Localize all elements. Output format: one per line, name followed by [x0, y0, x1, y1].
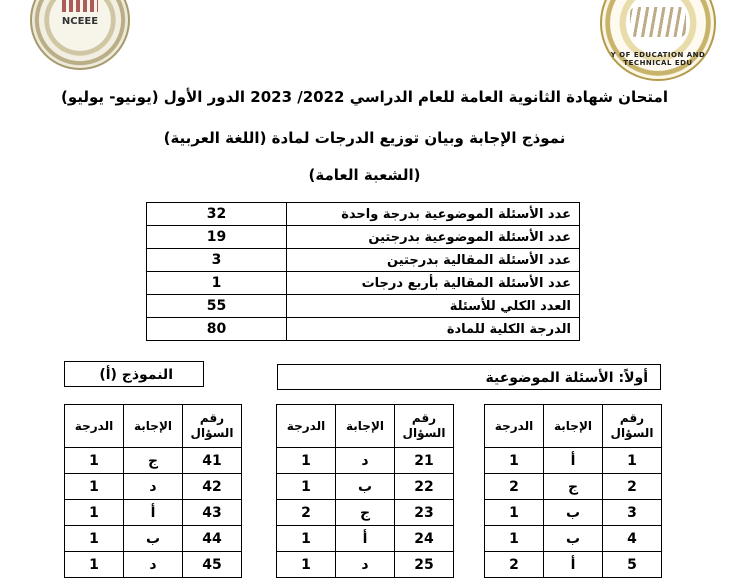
answer-model-title: نموذج الإجابة وبيان توزيع الدرجات لمادة (اللغة العربية): [163, 129, 566, 147]
grade-cell: 1: [65, 526, 124, 552]
question-number: 1: [603, 448, 662, 474]
table-row: [277, 500, 454, 526]
model-label: النموذج (أ): [64, 361, 204, 387]
answer-cell: ج: [544, 474, 603, 500]
summary-value: 80: [147, 318, 287, 341]
question-number: 25: [395, 552, 454, 578]
ministry-logo: [600, 0, 716, 81]
summary-label: العدد الكلي للأسئلة: [287, 295, 580, 318]
summary-label: عدد الأسئلة الموضوعية بدرجتين: [287, 226, 580, 249]
summary-label: عدد الأسئلة المقالية بأربع درجات: [287, 272, 580, 295]
grade-cell: 1: [485, 526, 544, 552]
nceee-logo: [30, 0, 130, 70]
header-answer: الإجابة: [336, 405, 395, 448]
grade-cell: 1: [65, 500, 124, 526]
grade-cell: 1: [65, 474, 124, 500]
answer-cell: د: [336, 448, 395, 474]
table-row: [485, 526, 662, 552]
question-number: 22: [395, 474, 454, 500]
answer-cell: أ: [336, 526, 395, 552]
question-number: 5: [603, 552, 662, 578]
question-number: 24: [395, 526, 454, 552]
summary-value: 32: [147, 203, 287, 226]
question-count-table: [146, 202, 580, 341]
summary-row: [147, 295, 580, 318]
question-number: 42: [183, 474, 242, 500]
question-number: 43: [183, 500, 242, 526]
answer-cell: ب: [124, 526, 183, 552]
section-title: أولاً: الأسئلة الموضوعية: [277, 364, 661, 390]
summary-label: عدد الأسئلة المقالية بدرجتين: [287, 249, 580, 272]
answer-cell: د: [124, 474, 183, 500]
answer-cell: أ: [124, 500, 183, 526]
table-row: [277, 552, 454, 578]
answer-cell: ب: [544, 526, 603, 552]
summary-row: [147, 203, 580, 226]
answer-table-1: [484, 404, 662, 578]
grade-cell: 1: [277, 448, 336, 474]
grade-cell: 1: [65, 552, 124, 578]
table-row: [65, 474, 242, 500]
summary-value: 19: [147, 226, 287, 249]
question-number: 23: [395, 500, 454, 526]
ministry-emblem-icon: [630, 7, 686, 37]
summary-label: عدد الأسئلة الموضوعية بدرجة واحدة: [287, 203, 580, 226]
answer-cell: أ: [544, 448, 603, 474]
branch-title: (الشعبة العامة): [308, 166, 421, 184]
table-row: [485, 500, 662, 526]
question-number: 21: [395, 448, 454, 474]
header-question-number: رقم السؤال: [395, 405, 454, 448]
table-row: [485, 552, 662, 578]
header-question-number: رقم السؤال: [603, 405, 662, 448]
question-number: 2: [603, 474, 662, 500]
summary-value: 1: [147, 272, 287, 295]
table-row: [485, 474, 662, 500]
answer-table-3: [64, 404, 242, 578]
answer-cell: أ: [544, 552, 603, 578]
table-row: [277, 474, 454, 500]
header-grade: الدرجة: [277, 405, 336, 448]
grade-cell: 1: [277, 474, 336, 500]
table-row: [65, 500, 242, 526]
summary-label: الدرجة الكلية للمادة: [287, 318, 580, 341]
grade-cell: 1: [277, 552, 336, 578]
question-number: 44: [183, 526, 242, 552]
summary-row: [147, 226, 580, 249]
question-number: 3: [603, 500, 662, 526]
summary-row: [147, 318, 580, 341]
answer-cell: ب: [336, 474, 395, 500]
table-row: [485, 448, 662, 474]
summary-value: 3: [147, 249, 287, 272]
answer-cell: د: [124, 552, 183, 578]
question-number: 41: [183, 448, 242, 474]
question-number: 4: [603, 526, 662, 552]
answer-cell: ج: [336, 500, 395, 526]
summary-row: [147, 249, 580, 272]
logo-right-text: Y OF EDUCATION AND TECHNICAL EDU: [610, 51, 706, 67]
grade-cell: 1: [485, 448, 544, 474]
answer-table-2: [276, 404, 454, 578]
grade-cell: 1: [277, 526, 336, 552]
grade-cell: 1: [485, 500, 544, 526]
exam-title: امتحان شهادة الثانوية العامة للعام الدراسي 2022/ 2023 الدور الأول (يونيو- يوليو): [61, 88, 668, 106]
header-answer: الإجابة: [544, 405, 603, 448]
grade-cell: 2: [485, 474, 544, 500]
answer-cell: د: [336, 552, 395, 578]
header-answer: الإجابة: [124, 405, 183, 448]
logo-emblem-icon: [62, 0, 98, 12]
table-row: [277, 448, 454, 474]
summary-row: [147, 272, 580, 295]
summary-value: 55: [147, 295, 287, 318]
table-row: [65, 552, 242, 578]
table-row: [65, 448, 242, 474]
logo-left-text: NCEEE: [61, 16, 99, 27]
table-row: [65, 526, 242, 552]
header-grade: الدرجة: [65, 405, 124, 448]
question-number: 45: [183, 552, 242, 578]
grade-cell: 2: [485, 552, 544, 578]
header-grade: الدرجة: [485, 405, 544, 448]
grade-cell: 2: [277, 500, 336, 526]
grade-cell: 1: [65, 448, 124, 474]
answer-cell: ج: [124, 448, 183, 474]
header-question-number: رقم السؤال: [183, 405, 242, 448]
table-row: [277, 526, 454, 552]
answer-cell: ب: [544, 500, 603, 526]
